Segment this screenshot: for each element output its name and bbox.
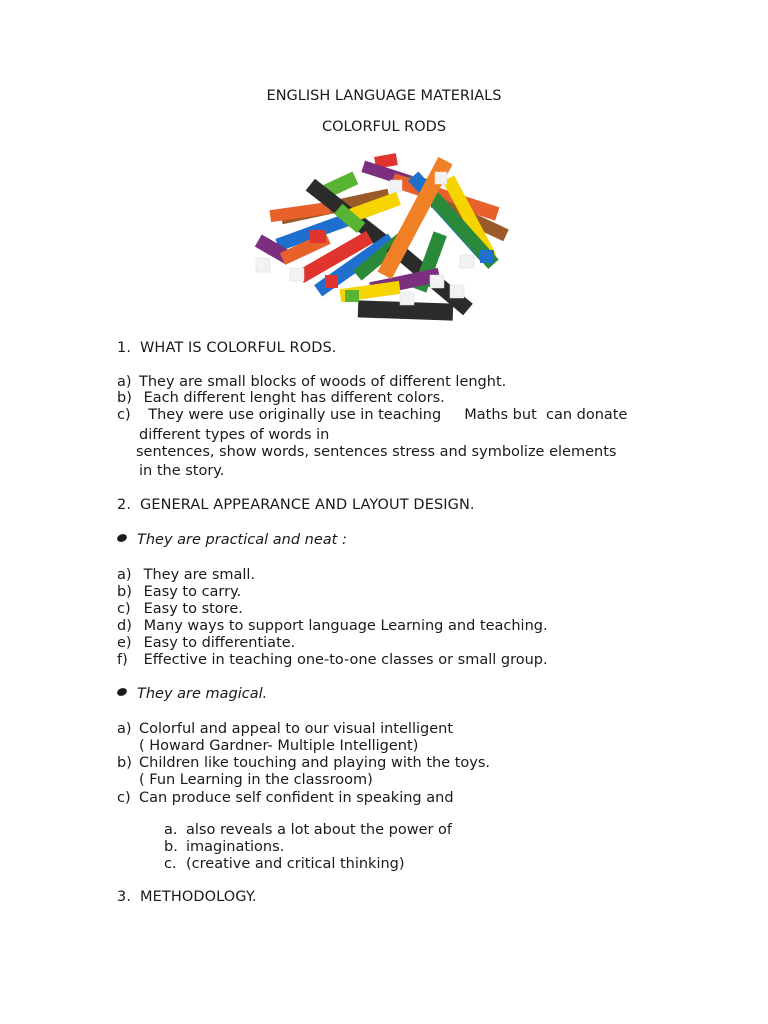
bullet-text: They are practical and neat :: [137, 532, 347, 548]
section-3-title: METHODOLOGY.: [140, 889, 257, 905]
list-item-continuation: ( Howard Gardner- Multiple Intelligent): [139, 738, 419, 754]
colorful-rods-image: [250, 150, 520, 325]
section-2-number: 2.: [117, 497, 132, 513]
list-text: Easy to store.: [139, 601, 243, 617]
sub-list-item: [164, 856, 405, 873]
bullet-dot-icon: [116, 687, 128, 697]
list-marker: c): [117, 407, 131, 423]
list-item: [117, 721, 453, 738]
list-item: [117, 790, 454, 807]
list-text: They were use originally use in teaching Maths but can donate: [139, 407, 628, 423]
section-1-number: 1.: [117, 340, 132, 356]
list-text: Each different lenght has different colors.: [139, 390, 445, 406]
list-marker: b.: [164, 839, 178, 855]
list-item: [117, 374, 506, 391]
list-item-continuation: different types of words in: [139, 427, 330, 443]
list-item: [117, 755, 490, 772]
list-item: [117, 407, 627, 424]
list-item-continuation: sentences, show words, sentences stress and symbolize elements: [136, 444, 617, 460]
list-marker: a.: [164, 822, 178, 838]
list-text: (creative and critical thinking): [186, 856, 405, 872]
list-text: Effective in teaching one-to-one classes or small group.: [139, 652, 548, 668]
list-item: [117, 652, 548, 669]
list-item: [117, 390, 445, 407]
list-item: [117, 584, 241, 601]
list-marker: c): [117, 790, 131, 806]
list-item: [117, 567, 255, 584]
list-marker: b): [117, 755, 132, 771]
section-1-heading: [117, 340, 336, 357]
list-marker: b): [117, 584, 132, 600]
bullet-heading-practical: [117, 532, 347, 549]
list-marker: c): [117, 601, 131, 617]
list-marker: b): [117, 390, 132, 406]
bullet-text: They are magical.: [137, 686, 268, 702]
list-text: They are small blocks of woods of different lenght.: [139, 374, 507, 390]
section-2-heading: [117, 497, 475, 514]
bullet-heading-magical: [117, 686, 267, 703]
list-text: Easy to carry.: [139, 584, 242, 600]
rods-pile: [255, 153, 509, 320]
list-item: [117, 618, 548, 635]
list-text: Can produce self confident in speaking and: [139, 790, 454, 806]
list-text: Easy to differentiate.: [139, 635, 296, 651]
list-text: Colorful and appeal to our visual intelligent: [139, 721, 454, 737]
section-3-number: 3.: [117, 889, 132, 905]
sub-list-item: [164, 822, 452, 839]
list-marker: a): [117, 721, 132, 737]
list-text: also reveals a lot about the power of: [186, 822, 453, 838]
section-1-title: WHAT IS COLORFUL RODS.: [140, 340, 337, 356]
list-item: [117, 635, 295, 652]
document-title: ENGLISH LANGUAGE MATERIALS: [266, 88, 502, 104]
list-marker: c.: [164, 856, 177, 872]
list-marker: e): [117, 635, 132, 651]
list-marker: a): [117, 567, 132, 583]
list-item-continuation: ( Fun Learning in the classroom): [139, 772, 373, 788]
list-item: [117, 601, 243, 618]
list-text: Many ways to support language Learning and teaching.: [139, 618, 548, 634]
list-text: Children like touching and playing with the toys.: [139, 755, 491, 771]
list-marker: a): [117, 374, 132, 390]
list-marker: f): [117, 652, 128, 668]
sub-list-item: [164, 839, 284, 856]
section-2-title: GENERAL APPEARANCE AND LAYOUT DESIGN.: [140, 497, 475, 513]
list-item-continuation: in the story.: [139, 463, 225, 479]
list-text: imaginations.: [186, 839, 285, 855]
list-marker: d): [117, 618, 132, 634]
bullet-dot-icon: [116, 533, 128, 543]
section-3-heading: [117, 889, 257, 906]
list-text: They are small.: [139, 567, 256, 583]
document-subtitle: COLORFUL RODS: [321, 119, 447, 135]
